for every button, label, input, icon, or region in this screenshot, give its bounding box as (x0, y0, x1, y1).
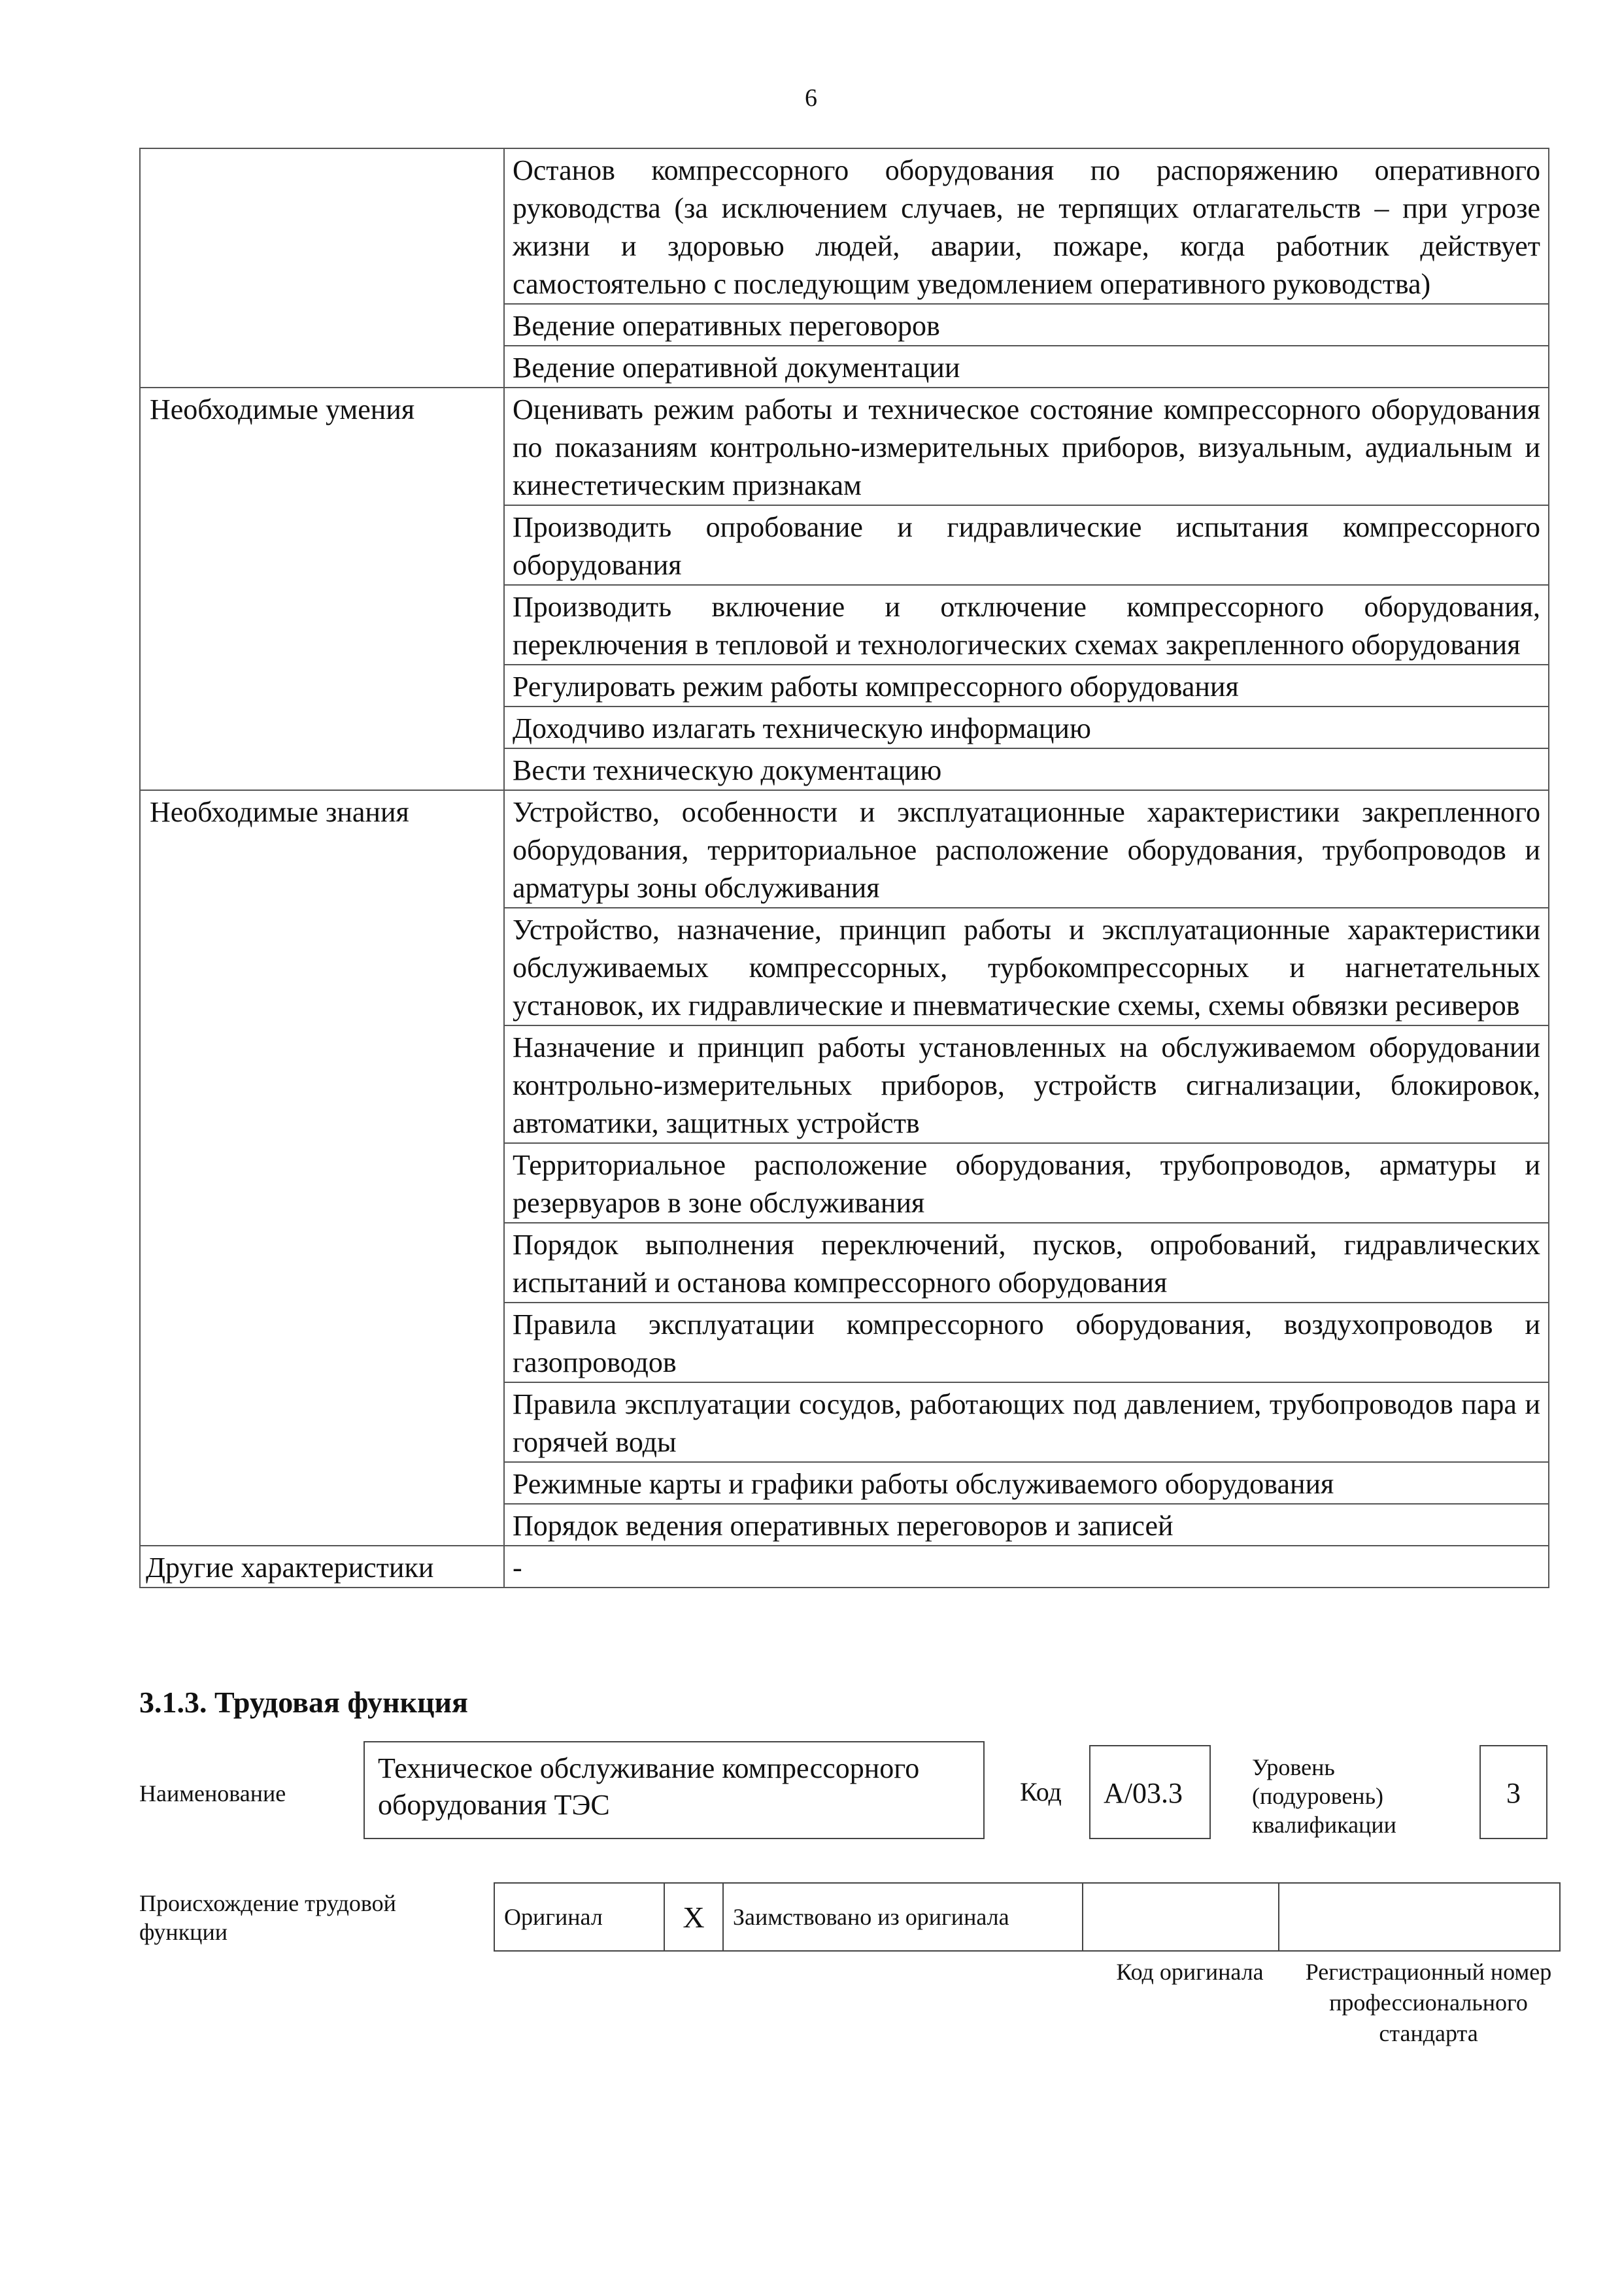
table-cell: Устройство, особенности и эксплуатационные характеристики закрепленного оборудования, территориальное расположение оборудования, трубопроводов и арматуры зоны обслуживания (504, 790, 1549, 908)
name-label: Наименование (139, 1780, 286, 1806)
table-row (140, 790, 1549, 908)
requirements-table (139, 148, 1549, 1588)
reg-number-cell (1279, 1883, 1560, 1951)
table-cell: Порядок выполнения переключений, пусков, опробований, гидравлических испытаний и останова компрессорного оборудования (504, 1223, 1549, 1303)
section-title: 3.1.3. Трудовая функция (139, 1686, 468, 1719)
table-cell: Доходчиво излагать техническую информацию (504, 707, 1549, 748)
origin-table (494, 1882, 1561, 1952)
table-cell: Производить включение и отключение компрессорного оборудования, переключения в тепловой и технологических схемах закрепленного оборудования (504, 585, 1549, 665)
level-box: 3 (1479, 1745, 1547, 1839)
page-number: 6 (805, 84, 817, 112)
table-cell: Правила эксплуатации компрессорного оборудования, воздухопроводов и газопроводов (504, 1303, 1549, 1382)
table-cell: Производить опробование и гидравлические испытания компрессорного оборудования (504, 505, 1549, 585)
table-cell: Правила эксплуатации сосудов, работающих под давлением, трубопроводов пара и горячей воды (504, 1382, 1549, 1462)
original-code-cell (1083, 1883, 1279, 1951)
table-cell: Территориальное расположение оборудования, трубопроводов, арматуры и резервуаров в зоне обслуживания (504, 1143, 1549, 1223)
table-cell: Порядок ведения оперативных переговоров и записей (504, 1504, 1549, 1546)
table-row (140, 388, 1549, 505)
original-mark: X (664, 1883, 723, 1951)
table-cell: Останов компрессорного оборудования по распоряжению оперативного руководства (за исключением случаев, не терпящих отлагательств – при угрозе жизни и здоровью людей, аварии, пожаре, когда работник действует самостоятельно с последующим уведомлением оперативного руководства) (504, 148, 1549, 304)
function-name-box: Техническое обслуживание компрессорного оборудования ТЭС (363, 1741, 985, 1839)
row-label-knowledge: Необходимые знания (140, 790, 504, 1546)
level-label: Уровень (подуровень) квалификации (1252, 1754, 1396, 1838)
origin-label: Происхождение трудовой функции (139, 1890, 396, 1945)
table-cell: Оценивать режим работы и техническое состояние компрессорного оборудования по показаниям контрольно-измерительных приборов, визуальным, аудиальным и кинестетическим признакам (504, 388, 1549, 505)
table-cell: Режимные карты и графики работы обслуживаемого оборудования (504, 1462, 1549, 1504)
table-cell: Назначение и принцип работы установленных на обслуживаемом оборудовании контрольно-измерительных приборов, устройств сигнализации, блокировок, автоматики, защитных устройств (504, 1025, 1549, 1143)
table-row (494, 1883, 1560, 1951)
table-cell: - (504, 1546, 1549, 1588)
table-row (140, 148, 1549, 304)
reg-caption: Регистрационный номер профессионального стандарта (1305, 1959, 1552, 2046)
table-cell: Ведение оперативных переговоров (504, 304, 1549, 346)
table-row (140, 1546, 1549, 1588)
row-label-other: Другие характеристики (140, 1546, 504, 1588)
table-cell: Устройство, назначение, принцип работы и эксплуатационные характеристики обслуживаемых компрессорных, турбокомпрессорных и нагнетательных установок, их гидравлические и пневматические схемы, схемы обвязки ресиверов (504, 908, 1549, 1025)
row-label (140, 148, 504, 388)
code-box: А/03.3 (1089, 1745, 1211, 1839)
code-caption: Код оригинала (1116, 1959, 1264, 1985)
table-cell: Вести техническую документацию (504, 748, 1549, 790)
row-label-skills: Необходимые умения (140, 388, 504, 790)
code-label: Код (1020, 1777, 1062, 1806)
borrowed-cell: Заимствовано из оригинала (723, 1883, 1083, 1951)
table-cell: Ведение оперативной документации (504, 346, 1549, 388)
table-cell: Регулировать режим работы компрессорного оборудования (504, 665, 1549, 707)
original-cell: Оригинал (494, 1883, 664, 1951)
